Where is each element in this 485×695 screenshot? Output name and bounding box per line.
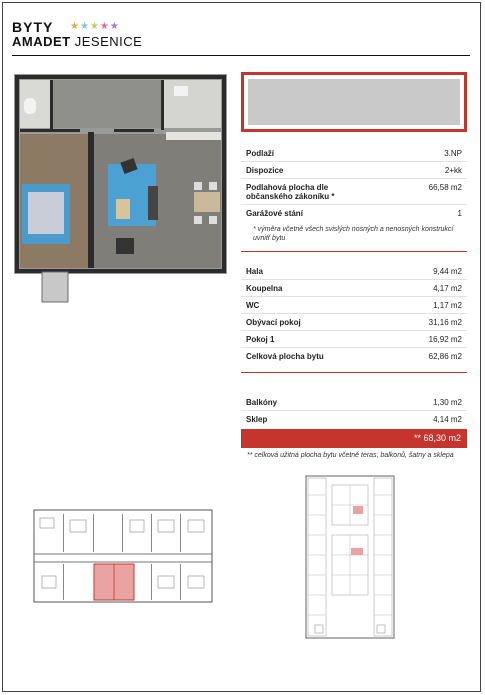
room-row-bathroom: Koupelna 4,17 m2	[241, 280, 467, 297]
extra-row-cellar: Sklep 4,14 m2	[246, 415, 462, 424]
header-divider	[12, 55, 470, 56]
brand-logo	[12, 20, 142, 50]
extras-table	[241, 394, 467, 427]
total-area-note: ** celková užitná plocha bytu včetně teras, balkonů, šatny a sklepa	[247, 452, 454, 459]
summary-row-parking: Garážové stání 1	[246, 209, 462, 218]
summary-note: * výměra včetně všech svislých nosných a nenosných konstrukcí uvnitř bytu	[253, 226, 454, 242]
summary-row-floor: Podlaží 3.NP	[241, 145, 467, 162]
room-row-room-1: Pokoj 1 16,92 m2	[241, 331, 467, 348]
rooms-separator	[241, 372, 467, 373]
brand-line2	[12, 34, 142, 50]
extra-row-balcony: Balkóny 1,30 m2	[241, 394, 467, 411]
brand-name: AMADET	[12, 34, 71, 49]
room-row-wc: WC 1,17 m2	[241, 297, 467, 314]
room-row-living-room: Obývací pokoj 31,16 m2	[241, 314, 467, 331]
rooms-table	[241, 263, 467, 373]
summary-row-floor-area: Podlahová plocha dle občanského zákoníku * 66,58 m2	[241, 179, 467, 205]
room-row-total: Celková plocha bytu 62,86 m2	[246, 352, 462, 361]
summary-table	[241, 145, 467, 252]
total-area-bar: ** 68,30 m2	[241, 429, 467, 448]
summary-separator	[241, 251, 467, 252]
summary-row-layout: Dispozice 2+kk	[241, 162, 467, 179]
apartment-title-placeholder	[248, 79, 460, 125]
brand-stars: ★★★★★	[70, 21, 120, 32]
storage-parking-plan	[305, 475, 395, 645]
building-location-plan	[30, 506, 215, 611]
apartment-title-box	[241, 72, 467, 132]
brand-location: JESENICE	[74, 34, 143, 49]
room-row-hall: Hala 9,44 m2	[241, 263, 467, 280]
apartment-floor-plan	[14, 74, 227, 304]
brand-line1: BYTY	[12, 19, 54, 35]
